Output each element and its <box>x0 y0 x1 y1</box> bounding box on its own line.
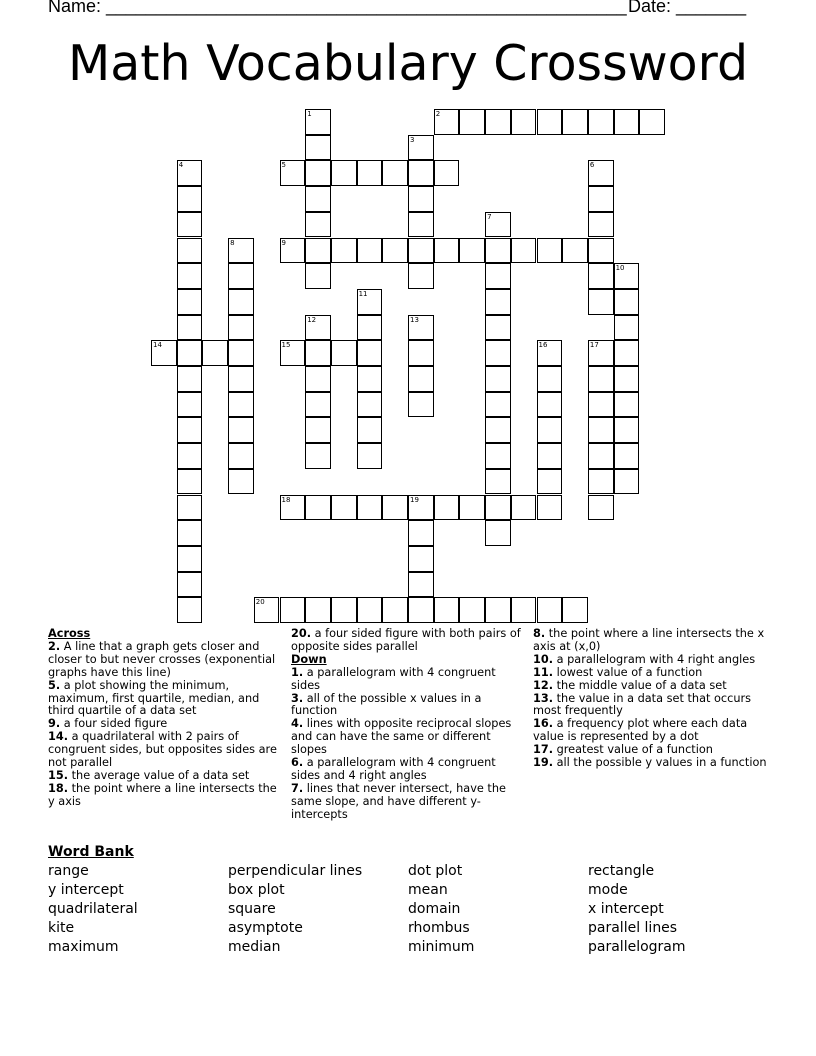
crossword-cell[interactable] <box>357 597 383 623</box>
crossword-cell[interactable] <box>228 392 254 418</box>
crossword-cell[interactable] <box>434 160 460 186</box>
clue-number: 2. <box>48 639 61 653</box>
crossword-cell[interactable] <box>537 597 563 623</box>
crossword-cell[interactable] <box>511 109 537 135</box>
clue-text: a plot showing the minimum, maximum, first quartile, median, and third quartile of a data set <box>48 678 260 718</box>
crossword-cell[interactable] <box>177 443 203 469</box>
crossword-cell[interactable] <box>434 238 460 264</box>
crossword-cell[interactable] <box>485 315 511 341</box>
word-bank-item: kite <box>48 920 75 936</box>
crossword-cell[interactable] <box>511 495 537 521</box>
clue-number: 11. <box>533 665 554 679</box>
crossword-cell[interactable] <box>357 315 383 341</box>
crossword-cell[interactable] <box>537 238 563 264</box>
name-field[interactable]: Name: ____________________________________________________ <box>48 0 627 16</box>
crossword-cell[interactable] <box>305 238 331 264</box>
crossword-cell[interactable] <box>588 366 614 392</box>
clue-text: lines that never intersect, have the same slope, and have different y-intercepts <box>291 781 506 821</box>
clue-text: the middle value of a data set <box>553 678 727 692</box>
crossword-cell[interactable] <box>305 597 331 623</box>
crossword-cell[interactable] <box>459 109 485 135</box>
crossword-cell[interactable] <box>357 417 383 443</box>
clue-number-label: 3 <box>410 135 415 144</box>
crossword-cell[interactable] <box>408 186 434 212</box>
crossword-cell[interactable] <box>177 417 203 443</box>
clue-number: 15. <box>48 768 69 782</box>
clue-number: 10. <box>533 652 554 666</box>
crossword-cell[interactable] <box>177 520 203 546</box>
clue-number-label: 1 <box>307 110 312 118</box>
clue-text: A line that a graph gets closer and closer to but never crosses (exponential graphs have this line) <box>48 639 276 679</box>
word-bank-item: square <box>228 901 276 917</box>
crossword-cell[interactable] <box>588 443 614 469</box>
crossword-cell[interactable] <box>305 443 331 469</box>
crossword-cell[interactable] <box>357 238 383 264</box>
clue-number-label: 16 <box>538 341 548 350</box>
word-bank-item: box plot <box>228 882 285 898</box>
down-clue <box>533 628 773 654</box>
crossword-cell[interactable] <box>408 238 434 264</box>
crossword-cell[interactable] <box>408 340 434 366</box>
word-bank-item: asymptote <box>228 920 303 936</box>
crossword-cell[interactable] <box>614 289 640 315</box>
clue-number: 7. <box>291 781 304 795</box>
crossword-cell[interactable] <box>382 597 408 623</box>
crossword-cell[interactable] <box>382 238 408 264</box>
across-clue <box>48 783 284 809</box>
crossword-cell[interactable] <box>177 238 203 264</box>
word-bank-item: parallelogram <box>588 939 686 955</box>
word-bank-item: minimum <box>408 939 475 955</box>
word-bank-item: mean <box>408 882 448 898</box>
word-bank-item: perpendicular lines <box>228 863 363 879</box>
clue-number-label: 20 <box>255 598 265 607</box>
clue-text: all the possible y values in a function <box>553 756 767 770</box>
down-clue <box>291 718 521 757</box>
crossword-cell[interactable] <box>331 340 357 366</box>
crossword-cell[interactable] <box>177 572 203 598</box>
clue-number: 4. <box>291 717 304 731</box>
crossword-cell[interactable] <box>305 135 331 161</box>
crossword-cell[interactable] <box>177 289 203 315</box>
clues-column-1 <box>48 628 284 809</box>
clue-number-label: 10 <box>615 264 625 273</box>
crossword-cell[interactable] <box>177 340 203 366</box>
page-title: Math Vocabulary Crossword <box>67 35 749 92</box>
clue-text: the point where a line intersects the x axis at (x,0) <box>533 627 765 653</box>
down-clue <box>291 693 521 719</box>
crossword-cell[interactable] <box>177 495 203 521</box>
crossword-cell[interactable] <box>614 366 640 392</box>
clue-number: 16. <box>533 717 554 731</box>
crossword-cell[interactable] <box>485 392 511 418</box>
clue-number-label: 13 <box>410 315 419 324</box>
crossword-cell[interactable] <box>537 417 563 443</box>
crossword-cell[interactable] <box>228 289 254 315</box>
crossword-cell[interactable] <box>485 495 511 521</box>
crossword-cell[interactable] <box>485 340 511 366</box>
crossword-cell[interactable] <box>588 186 614 212</box>
word-bank-item: y intercept <box>48 882 124 898</box>
crossword-cell[interactable] <box>485 469 511 495</box>
crossword-cell[interactable] <box>357 495 383 521</box>
crossword-cell[interactable] <box>177 263 203 289</box>
crossword-cell[interactable] <box>588 289 614 315</box>
crossword-cell[interactable] <box>588 263 614 289</box>
crossword-cell[interactable] <box>485 443 511 469</box>
crossword-cell[interactable] <box>357 340 383 366</box>
clue-number: 17. <box>533 743 554 757</box>
down-heading: Down <box>291 652 327 666</box>
crossword-cell[interactable] <box>485 597 511 623</box>
word-bank-item: range <box>48 863 89 879</box>
across-clue <box>48 731 284 770</box>
crossword-cell[interactable] <box>228 443 254 469</box>
clue-number: 6. <box>291 756 304 770</box>
down-clue <box>533 718 773 744</box>
clue-number: 13. <box>533 691 554 705</box>
clue-number: 3. <box>291 691 304 705</box>
crossword-cell[interactable] <box>408 572 434 598</box>
clue-text: the point where a line intersects the y axis <box>48 781 277 808</box>
crossword-cell[interactable] <box>408 546 434 572</box>
crossword-cell[interactable] <box>537 443 563 469</box>
crossword-cell[interactable] <box>408 392 434 418</box>
clue-text: a quadrilateral with 2 pairs of congruent sides, but opposites sides are not parallel <box>48 730 277 770</box>
clue-number-label: 17 <box>589 341 599 350</box>
crossword-cell[interactable] <box>485 263 511 289</box>
clue-text: lines with opposite reciprocal slopes and can have the same or different slopes <box>291 717 512 757</box>
crossword-cell[interactable] <box>228 263 254 289</box>
word-bank-item: parallel lines <box>588 920 678 936</box>
crossword-cell[interactable] <box>408 520 434 546</box>
clue-number: 18. <box>48 781 69 795</box>
crossword-cell[interactable] <box>588 212 614 238</box>
crossword-cell[interactable] <box>305 186 331 212</box>
down-clue <box>291 757 521 783</box>
clue-text: a parallelogram with 4 congruent sides <box>291 665 496 692</box>
clue-text: the average value of a data set <box>68 768 250 782</box>
crossword-cell[interactable] <box>434 495 460 521</box>
word-bank-item: quadrilateral <box>48 901 138 917</box>
clue-number: 20. <box>291 627 312 640</box>
crossword-cell[interactable] <box>357 160 383 186</box>
crossword-cell[interactable] <box>177 186 203 212</box>
crossword-cell[interactable] <box>331 160 357 186</box>
clue-number-label: 7 <box>487 212 492 221</box>
clue-number: 8. <box>533 627 546 640</box>
crossword-cell[interactable] <box>614 469 640 495</box>
crossword-cell[interactable] <box>357 443 383 469</box>
crossword-cell[interactable] <box>177 212 203 238</box>
crossword-cell[interactable] <box>562 597 588 623</box>
word-bank-item: x intercept <box>588 901 664 917</box>
crossword-cell[interactable] <box>331 238 357 264</box>
clue-number-label: 4 <box>178 161 184 170</box>
clue-number-label: 12 <box>307 315 317 324</box>
across-clue <box>48 680 284 719</box>
word-bank-item: maximum <box>48 939 119 955</box>
crossword-cell[interactable] <box>305 212 331 238</box>
clue-number: 14. <box>48 730 69 744</box>
down-clue <box>291 667 521 693</box>
crossword-cell[interactable] <box>588 392 614 418</box>
crossword-cell[interactable] <box>177 366 203 392</box>
crossword-cell[interactable] <box>408 160 434 186</box>
across-clue <box>48 641 284 680</box>
across-heading: Across <box>48 627 91 640</box>
crossword-cell[interactable] <box>177 469 203 495</box>
crossword-cell[interactable] <box>434 597 460 623</box>
clue-text: greatest value of a function <box>553 743 713 757</box>
crossword-cell[interactable] <box>614 392 640 418</box>
crossword-cell[interactable] <box>459 495 485 521</box>
crossword-cell[interactable] <box>485 366 511 392</box>
crossword-cell[interactable] <box>177 597 203 623</box>
crossword-cell[interactable] <box>382 160 408 186</box>
crossword-cell[interactable] <box>228 417 254 443</box>
clue-number-label: 9 <box>281 238 286 247</box>
crossword-cell[interactable] <box>305 366 331 392</box>
crossword-cell[interactable] <box>614 109 640 135</box>
crossword-cell[interactable] <box>228 366 254 392</box>
clue-text: a parallelogram with 4 right angles <box>553 652 756 666</box>
crossword-cell[interactable] <box>305 340 331 366</box>
crossword-cell[interactable] <box>228 340 254 366</box>
across-clue <box>291 628 521 654</box>
date-field[interactable]: Date: _______ <box>628 0 747 16</box>
crossword-cell[interactable] <box>408 212 434 238</box>
down-clue <box>533 693 773 719</box>
crossword-cell[interactable] <box>562 238 588 264</box>
clue-text: a four sided figure with both pairs of opposite sides parallel <box>291 627 521 653</box>
crossword-cell[interactable] <box>202 340 228 366</box>
word-bank-item: dot plot <box>408 863 463 879</box>
crossword-cell[interactable] <box>305 392 331 418</box>
clue-number: 1. <box>291 665 304 679</box>
crossword-cell[interactable] <box>588 238 614 264</box>
crossword-cell[interactable] <box>537 469 563 495</box>
crossword-cell[interactable] <box>331 597 357 623</box>
crossword-cell[interactable] <box>588 417 614 443</box>
crossword-cell[interactable] <box>614 340 640 366</box>
crossword-cell[interactable] <box>408 597 434 623</box>
crossword-cell[interactable] <box>614 443 640 469</box>
crossword-cell[interactable] <box>614 417 640 443</box>
clue-number-label: 2 <box>435 110 441 118</box>
crossword-cell[interactable] <box>562 109 588 135</box>
clue-number: 5. <box>48 678 61 692</box>
clue-text: a parallelogram with 4 congruent sides and 4 right angles <box>291 756 496 782</box>
crossword-cell[interactable] <box>177 315 203 341</box>
crossword-cell[interactable] <box>537 366 563 392</box>
crossword-cell[interactable] <box>485 289 511 315</box>
crossword-cell[interactable] <box>588 495 614 521</box>
crossword-cell[interactable] <box>331 495 357 521</box>
clue-number-label: 19 <box>410 495 419 504</box>
word-bank-item: median <box>228 939 281 955</box>
crossword-cell[interactable] <box>511 238 537 264</box>
crossword-cell[interactable] <box>177 546 203 572</box>
down-clue <box>291 783 521 822</box>
crossword-cell[interactable] <box>485 520 511 546</box>
clue-number-label: 15 <box>281 341 291 350</box>
clue-number: 19. <box>533 756 554 770</box>
crossword-cell[interactable] <box>305 263 331 289</box>
crossword-cell[interactable] <box>459 238 485 264</box>
crossword-cell[interactable] <box>305 495 331 521</box>
clue-text: a frequency plot where each data value is represented by a dot <box>533 717 748 744</box>
crossword-cell[interactable] <box>485 417 511 443</box>
crossword-cell[interactable] <box>408 263 434 289</box>
crossword-cell[interactable] <box>537 109 563 135</box>
crossword-cell[interactable] <box>305 160 331 186</box>
clue-number-label: 8 <box>230 238 235 247</box>
crossword-cell[interactable] <box>485 238 511 264</box>
crossword-cell[interactable] <box>614 315 640 341</box>
clue-number-label: 6 <box>589 161 595 170</box>
crossword-cell[interactable] <box>305 417 331 443</box>
crossword-cell[interactable] <box>485 109 511 135</box>
word-bank-item: domain <box>408 901 461 917</box>
clue-number-label: 11 <box>358 289 368 298</box>
crossword-cell[interactable] <box>177 392 203 418</box>
down-clue <box>533 757 773 770</box>
clues-column-3 <box>533 628 773 770</box>
crossword-cell[interactable] <box>537 495 563 521</box>
crossword-cell[interactable] <box>408 366 434 392</box>
clue-number-label: 14 <box>153 341 162 350</box>
clue-number: 9. <box>48 717 61 731</box>
crossword-cell[interactable] <box>382 495 408 521</box>
word-bank-item: rhombus <box>408 920 470 936</box>
word-bank-title: Word Bank <box>48 844 134 860</box>
crossword-cell[interactable] <box>639 109 665 135</box>
crossword-cell[interactable] <box>357 392 383 418</box>
crossword-cell[interactable] <box>459 597 485 623</box>
clues-column-2 <box>291 628 521 822</box>
crossword-cell[interactable] <box>588 109 614 135</box>
clue-text: a four sided figure <box>60 717 168 731</box>
crossword-cell[interactable] <box>511 597 537 623</box>
crossword-cell[interactable] <box>588 469 614 495</box>
crossword-cell[interactable] <box>357 366 383 392</box>
word-bank-item: rectangle <box>588 863 655 879</box>
clue-text: all of the possible x values in a function <box>291 691 482 718</box>
crossword-cell[interactable] <box>228 469 254 495</box>
clue-number-label: 5 <box>281 161 286 170</box>
clue-text: lowest value of a function <box>553 665 703 679</box>
clue-number: 12. <box>533 678 554 692</box>
crossword-cell[interactable] <box>280 597 306 623</box>
word-bank-item: mode <box>588 882 628 898</box>
clue-number-label: 18 <box>281 495 291 504</box>
clue-text: the value in a data set that occurs most frequently <box>533 691 752 718</box>
crossword-cell[interactable] <box>228 315 254 341</box>
crossword-cell[interactable] <box>537 392 563 418</box>
